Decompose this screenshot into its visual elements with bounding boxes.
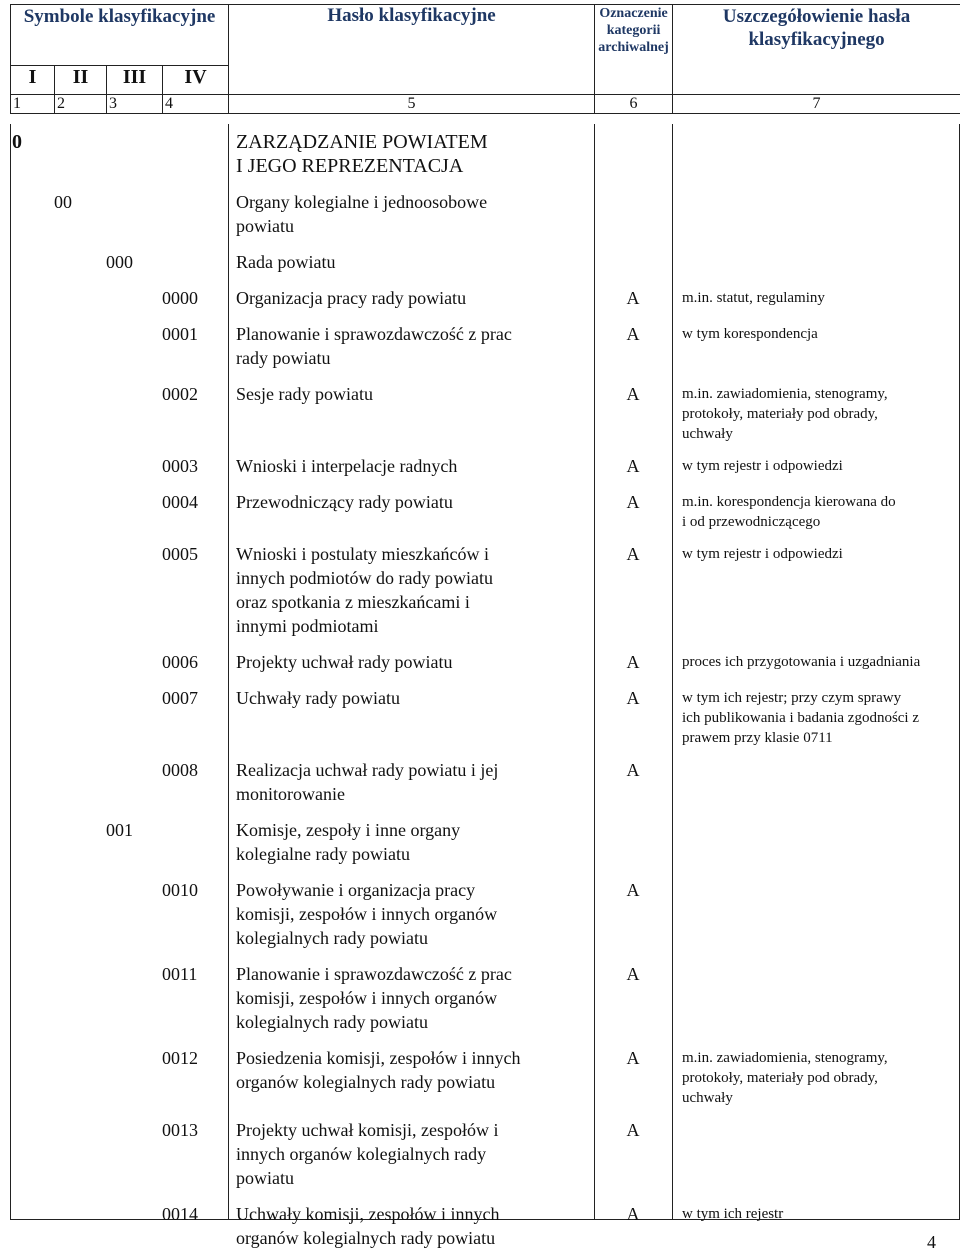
classification-symbol: 001 [106,820,133,840]
table-row [10,316,960,376]
table-row [10,680,960,752]
archival-category: A [626,880,640,900]
archival-category: A [626,652,640,672]
classification-detail: m.in. zawiadomienia, stenogramy, protokoły, materiały pod obrady, uchwały [682,386,888,442]
level-iv-header: IV [163,66,229,95]
archival-category: A [626,1120,640,1140]
classification-name: Projekty uchwał rady powiatu [236,652,453,672]
classification-detail [672,956,960,1040]
page-number: 4 [927,1232,936,1252]
kategoria-header: Oznaczenie kategorii archiwalnej [595,5,673,95]
column-number: 7 [673,95,960,114]
classification-symbol: 0 [12,131,22,153]
archival-category [594,184,672,244]
classification-name: Uchwały rady powiatu [236,688,400,708]
classification-detail: w tym ich rejestr [682,1206,784,1222]
haslo-header: Hasło klasyfikacyjne [229,5,595,95]
archival-category: A [626,288,640,308]
classification-header-table [10,4,960,114]
archival-category: A [626,324,640,344]
level-ii-header: II [55,66,107,95]
classification-name: Realizacja uchwał rady powiatu i jej monitorowanie [236,760,499,804]
classification-name: Uchwały komisji, zespołów i innych organów kolegialnych rady powiatu [236,1204,500,1248]
table-row [10,280,960,316]
table-row [10,124,960,184]
classification-detail: w tym ich rejestr; przy czym sprawy ich publikowania i badania zgodności z prawem przy klasie 0711 [682,690,920,746]
classification-name: Organizacja pracy rady powiatu [236,288,467,308]
table-row [10,644,960,680]
classification-entries [10,124,960,1256]
column-number: 1 [11,95,55,114]
table-row [10,448,960,484]
classification-symbol: 0002 [162,384,198,404]
classification-detail: m.in. statut, regulaminy [682,290,825,306]
classification-detail: m.in. korespondencja kierowana do i od przewodniczącego [682,494,896,530]
classification-symbol: 0003 [162,456,198,476]
classification-symbol: 0013 [162,1120,198,1140]
symbols-header: Symbole klasyfikacyjne [11,5,229,66]
classification-symbol: 0011 [162,964,198,984]
archival-category: A [626,384,640,404]
archival-category: A [626,1204,640,1224]
table-row [10,1040,960,1112]
table-row [10,956,960,1040]
classification-name: Sesje rady powiatu [236,384,373,404]
classification-symbol: 0008 [162,760,198,780]
classification-name: ZARZĄDZANIE POWIATEM I JEGO REPREZENTACJA [236,131,488,177]
table-row [10,752,960,812]
classification-symbol: 0004 [162,492,198,512]
classification-detail: w tym rejestr i odpowiedzi [682,458,843,474]
column-number: 6 [595,95,673,114]
table-row [10,484,960,536]
table-row [10,184,960,244]
column-number: 5 [229,95,595,114]
table-row [10,536,960,644]
archival-category: A [626,544,640,564]
classification-detail [672,184,960,244]
archival-category [594,812,672,872]
uszczegolowienie-header: Uszczegółowienie hasła klasyfikacyjnego [673,5,960,95]
classification-name: Komisje, zespoły i inne organy kolegialne rady powiatu [236,820,461,864]
classification-name: Posiedzenia komisji, zespołów i innych organów kolegialnych rady powiatu [236,1048,521,1092]
archival-category [594,124,672,184]
table-row [10,812,960,872]
classification-name: Planowanie i sprawozdawczość z prac rady powiatu [236,324,512,368]
classification-name: Powoływanie i organizacja pracy komisji, zespołów i innych organów kolegialnych rady powiatu [236,880,498,948]
column-number: 3 [107,95,163,114]
classification-name: Projekty uchwał komisji, zespołów i innych organów kolegialnych rady powiatu [236,1120,499,1188]
classification-detail: proces ich przygotowania i uzgadniania [682,654,921,670]
archival-category: A [626,964,640,984]
classification-detail: w tym rejestr i odpowiedzi [682,546,843,562]
classification-symbol: 0000 [162,288,198,308]
classification-symbol: 0012 [162,1048,198,1068]
classification-detail [672,812,960,872]
classification-symbol: 000 [106,252,133,272]
archival-category: A [626,688,640,708]
classification-detail [672,244,960,280]
classification-symbol: 0007 [162,688,198,708]
classification-detail: m.in. zawiadomienia, stenogramy, protokoły, materiały pod obrady, uchwały [682,1050,888,1106]
archival-category: A [626,456,640,476]
classification-detail: w tym korespondencja [682,326,818,342]
classification-detail [672,1112,960,1196]
table-row [10,1112,960,1196]
table-row [10,376,960,448]
classification-symbol: 0006 [162,652,198,672]
archival-category: A [626,760,640,780]
classification-name: Wnioski i postulaty mieszkańców i innych podmiotów do rady powiatu oraz spotkania z mieszkańcami i innymi podmiotami [236,544,493,636]
classification-symbol: 0010 [162,880,198,900]
classification-detail [672,752,960,812]
archival-category [594,244,672,280]
archival-category: A [626,492,640,512]
table-row [10,1196,960,1256]
table-row [10,872,960,956]
column-number: 4 [163,95,229,114]
classification-symbol: 0014 [162,1204,198,1224]
column-number: 2 [55,95,107,114]
classification-detail [672,124,960,184]
classification-name: Rada powiatu [236,252,336,272]
level-iii-header: III [107,66,163,95]
archival-category: A [626,1048,640,1068]
classification-symbol: 00 [54,192,72,212]
classification-name: Wnioski i interpelacje radnych [236,456,458,476]
table-row [10,244,960,280]
classification-name: Przewodniczący rady powiatu [236,492,453,512]
classification-symbol: 0005 [162,544,198,564]
classification-name: Organy kolegialne i jednoosobowe powiatu [236,192,488,236]
classification-symbol: 0001 [162,324,198,344]
classification-detail [672,872,960,956]
classification-name: Planowanie i sprawozdawczość z prac komisji, zespołów i innych organów kolegialnych rady powiatu [236,964,512,1032]
level-i-header: I [11,66,55,95]
